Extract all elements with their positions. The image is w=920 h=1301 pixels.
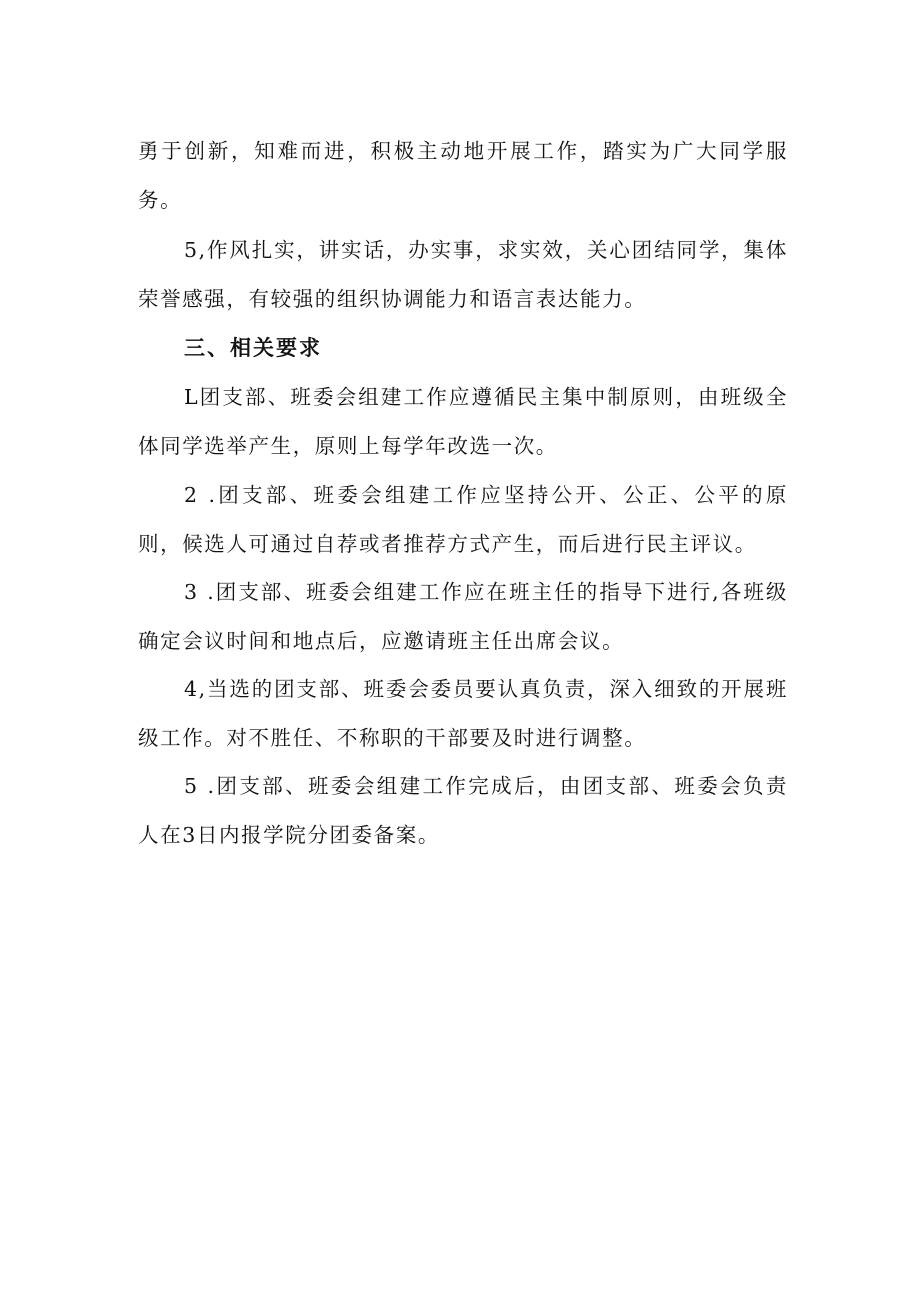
paragraph-continuation: 勇于创新，知难而进，积极主动地开展工作，踏实为广大同学服务。: [138, 139, 788, 212]
requirement-item-1: L团支部、班委会组建工作应遵循民主集中制原则，由班级全体同学选举产生，原则上每学年改选一次。: [138, 385, 788, 458]
requirement-item-3: 3 .团支部、班委会组建工作应在班主任的指导下进行,各班级确定会议时间和地点后，应邀请班主任出席会议。: [138, 580, 788, 653]
paragraph-item-5: 5,作风扎实，讲实话，办实事，求实效，关心团结同学，集体荣誉感强，有较强的组织协调能力和语言表达能力。: [138, 238, 788, 311]
section-heading: 三、相关要求: [184, 336, 322, 360]
requirement-item-2: 2 .团支部、班委会组建工作应坚持公开、公正、公平的原则，候选人可通过自荐或者推荐方式产生，而后进行民主评议。: [138, 483, 788, 556]
requirement-item-5: 5 .团支部、班委会组建工作完成后，由团支部、班委会负责人在3日内报学院分团委备案。: [138, 774, 788, 847]
requirement-item-4: 4,当选的团支部、班委会委员要认真负责，深入细致的开展班级工作。对不胜任、不称职的干部要及时进行调整。: [138, 677, 788, 750]
